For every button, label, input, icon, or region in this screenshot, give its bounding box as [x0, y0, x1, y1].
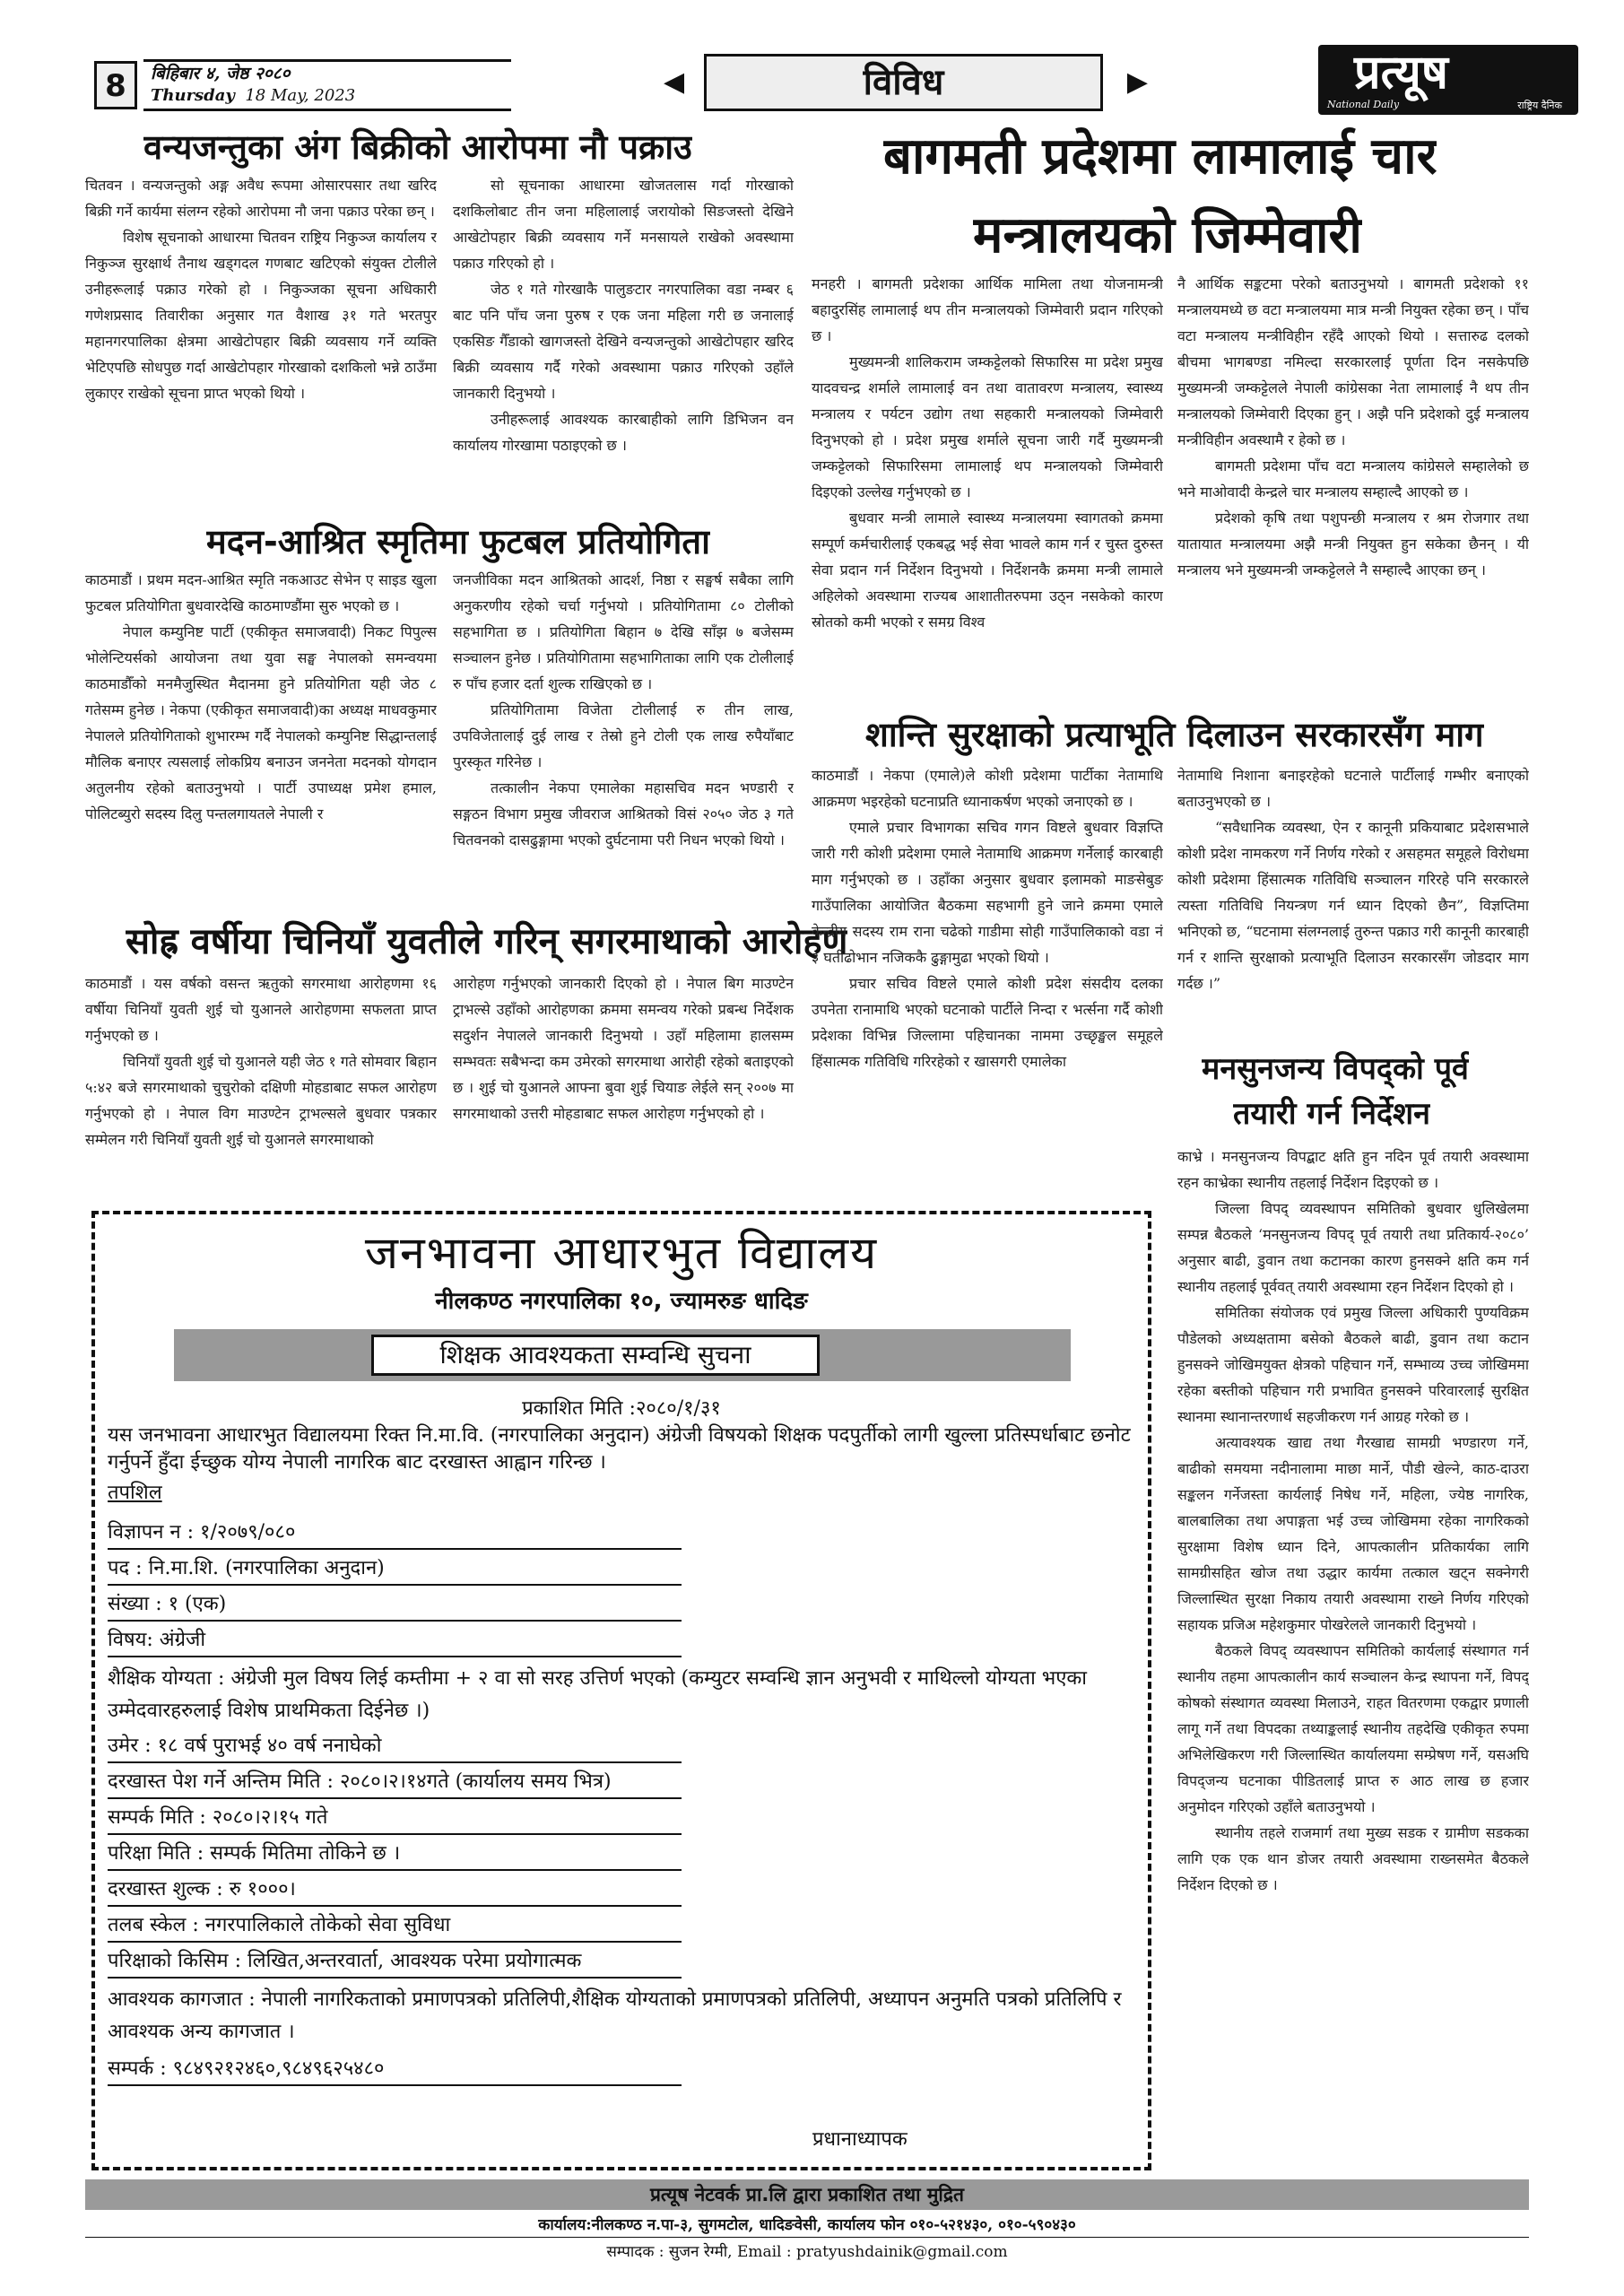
notice-row: सम्पर्क मिति : २०८०।२।१५ गते — [108, 1805, 682, 1835]
notice-details-heading: तपशिल — [108, 1482, 162, 1504]
date-nepali: बिहिबार ४, जेष्ठ २०८० — [151, 64, 291, 83]
notice-signature: प्रधानाध्यापक — [812, 2128, 908, 2151]
notice-row: आवश्यक कागजात : नेपाली नागरिकताको प्रमाणपत्रको प्रतिलिपी,शैक्षिक योग्यताको प्रमाणपत्रको प्रतिलिपी, अध्यापन अनुमति पत्रको प्रतिलिपि र आवश्यक अन्य कागजात । — [108, 1988, 1122, 2043]
newspaper-logo — [1318, 45, 1578, 115]
story2-col2: जनजीविका मदन आश्रितको आदर्श, निष्ठा र सङ्घर्ष सबैका लागि अनुकरणीय रहेको चर्चा गर्नुभयो । प्रतियोगितामा ८० टोलीको सहभागिता छ । प्रतियोगिता बिहान ७ देखि साँझ ७ बजेसम्म सञ्चालन हुनेछ । प्रतियोगितामा सहभागिताका लागि एक टोलीलाई रु पाँच हजार दर्ता शुल्क राखिएको छ । प्रतियोगितामा विजेता टोलीलाई रु तीन लाख, उपविजेतालाई दुई लाख र तेस्रो हुने टोली एक लाख रुपैयाँबाट पुरस्कृत गरिनेछ । तत्कालीन नेकपा एमालेका महासचिव मदन भण्डारी र सङ्गठन विभाग प्रमुख जीवराज आश्रितको विसं २०५० जेठ ३ गते चितवनको दासढुङ्गामा भएको दुर्घटनामा परी निधन भएको थियो । — [453, 571, 794, 848]
notice-row: परिक्षाको किसिम : लिखित,अन्तरवार्ता, आवश्यक परेमा प्रयोगात्मक — [108, 1948, 682, 1979]
notice-address: नीलकण्ठ नगरपालिका १०, ज्यामरुङ धादिङ — [435, 1288, 808, 1315]
date-english: 18 May, 2023 — [245, 86, 356, 105]
notice-row: विषय: अंग्रेजी — [108, 1627, 682, 1657]
arrow-left-icon: ◀ — [664, 66, 685, 98]
notice-subtitle-bar — [174, 1329, 1071, 1381]
notice-subtitle: शिक्षक आवश्यकता सम्वन्धि सुचना — [371, 1335, 820, 1376]
story5-col2: नेतामाथि निशाना बनाइरहेको घटनाले पार्टीलाई गम्भीर बनाएको बताउनुभएको छ । “सवैधानिक व्यवस्था, ऐन र कानूनी प्रकियाबाट प्रदेशसभाले कोशी प्रदेश नामकरण गर्ने निर्णय गरेको र असहमत समूहले विरोधमा कोशी प्रदेशमा हिंसात्मक गतिविधि सञ्चालन गरिरहे पनि सरकारले त्यस्ता गतिविधि नियन्त्रण गर्न ध्यान दिएको छैन”, विज्ञप्तिमा भनिएको छ, “घटनामा संलग्नलाई तुरुन्त पक्राउ गरी कानूनी कारबाही गर्न र शान्ति सुरक्षाको प्रत्याभूति दिलाउन सरकारसँग जोडदार माग गर्दछ ।” — [1177, 767, 1529, 992]
story5-col1: काठमाडौं । नेकपा (एमाले)ले कोशी प्रदेशमा पार्टीका नेतामाथि आक्रमण भइरहेको घटनाप्रति ध्यानाकर्षण भएको जनाएको छ । एमाले प्रचार विभागका सचिव गगन विष्टले बुधवार विज्ञप्ति जारी गरी कोशी प्रदेशमा एमाले नेतामाथि आक्रमण गर्नेलाई कारबाही माग गर्नुभएको छ । उहाँका अनुसार बुधवार इलामको माङसेबुङ गाउँपालिका आयोजित बैठकमा सहभागी हुने जाने क्रममा एमाले केन्द्रीय सदस्य राम राना चढेको गाडीमा सोही गाउँपालिकाको वडा नं ३ घर्तीढोभान नजिककै ढुङ्गामुढा भएको थियो । प्रचार सचिव विष्टले एमाले कोशी प्रदेश संसदीय दलका उपनेता रानामाथि भएको घटनाको पार्टीले निन्दा र भर्त्सना गर्दै कोशी प्रदेशका विभिन्न जिल्लामा पहिचानका नाममा उच्छृङ्खल समूहले हिंसात्मक गतिविधि गरिरहेको र खासगरी एमालेका — [812, 767, 1163, 1070]
notice-published-date: प्रकाशित मिति :२०८०/१/३१ — [522, 1397, 721, 1420]
arrow-right-icon: ▶ — [1126, 66, 1148, 98]
story4-col1: मनहरी । बागमती प्रदेशका आर्थिक मामिला तथा योजनामन्त्री बहादुरसिंह लामालाई थप तीन मन्त्रालयको जिम्मेवारी प्रदान गरिएको छ । मुख्यमन्त्री शालिकराम जम्कट्टेलको सिफारिस मा प्रदेश प्रमुख यादवचन्द्र शर्माले लामालाई वन तथा वातावरण मन्त्रालय, स्वास्थ्य मन्त्रालय र पर्यटन उद्योग तथा सहकारी मन्त्रालयको जिम्मेवारी दिनुभएको हो । प्रदेश प्रमुख शर्माले सूचना जारी गर्दै मुख्यमन्त्री जम्कट्टेलको सिफारिसमा लामालाई थप मन्त्रालयको जिम्मेवारी दिइएको उल्लेख गर्नुभएको छ । बुधवार मन्त्री लामाले स्वास्थ्य मन्त्रालयमा स्वागतको क्रममा सम्पूर्ण कर्मचारीलाई एकबद्ध भई सेवा भावले काम गर्न र चुस्त दुरुस्त सेवा प्रदान गर्न निर्देशन दिनुभयो । निर्देशनकै क्रममा मन्त्री लामाले अहिलेको अवस्थामा राज्यब आशातीतरुपमा उठ्न नसकेको कारण स्रोतको कमी भएको र समग्र विश्व — [812, 275, 1163, 631]
date-day: Thursday — [151, 86, 235, 105]
story6-body: काभ्रे । मनसुनजन्य विपद्बाट क्षति हुन नदिन पूर्व तयारी अवस्थामा रहन काभ्रेका स्थानीय तहलाई निर्देशन दिइएको छ । जिल्ला विपद् व्यवस्थापन समितिको बुधवार धुलिखेलमा सम्पन्न बैठकले ‘मनसुनजन्य विपद् पूर्व तयारी तथा प्रतिकार्य-२०८०’ अनुसार बाढी, डुवान तथा कटानका कारण हुनसक्ने क्षति कम गर्न स्थानीय तहलाई पूर्ववत् तयारी अवस्थामा रहन निर्देशन दिएको हो । समितिका संयोजक एवं प्रमुख जिल्ला अधिकारी पुण्यविक्रम पौडेलको अध्यक्षतामा बसेको बैठकले बाढी, डुवान तथा कटान हुनसक्ने जोखिमयुक्त क्षेत्रको पहिचान गर्ने, सम्भाव्य उच्च जोखिममा रहेका बस्तीको पहिचान गरी प्रभावित हुनसक्ने परिवारलाई सुरक्षित स्थानमा स्थानान्तरणार्थ सहजीकरण गर्न आग्रह गरेको छ । अत्यावश्यक खाद्य तथा गैरखाद्य सामग्री भण्डारण गर्ने, बाढीको समयमा नदीनालामा माछा मार्ने, पौडी खेल्ने, काठ-दाउरा सङ्कलन गर्नेजस्ता कार्यलाई निषेध गर्ने, महिला, ज्येष्ठ नागरिक, बालबालिका तथा अपाङ्गता भई उच्च जोखिममा रहेका नागरिकको सुरक्षामा विशेष ध्यान दिने, आपत्कालीन प्रतिकार्यका लागि सामग्रीसहित खोज तथा उद्धार कार्यमा तत्काल खट्न सक्नेगरी जिल्लास्थित सुरक्षा निकाय तयारी अवस्थामा राख्ने निर्णय गरिएको सहायक प्रजिअ महेशकुमार पोखरेलले जानकारी दिनुभयो । बैठकले विपद् व्यवस्थापन समितिको कार्यलाई संस्थागत गर्न स्थानीय तहमा आपत्कालीन कार्य सञ्चालन केन्द्र स्थापना गर्ने, विपद् कोषको संस्थागत व्यवस्था मिलाउने, राहत वितरणमा एकद्वार प्रणाली लागू गर्ने तथा विपदका तथ्याङ्कलाई स्थानीय तहदेखि एकीकृत रुपमा अभिलेखिकरण गरी जिल्लास्थित कार्यालयमा सम्प्रेषण गर्ने, यसअघि विपद्जन्य घटनाका पीडितलाई प्राप्त रु आठ लाख छ हजार अनुमोदन गरिएको उहाँले बताउनुभयो । स्थानीय तहले राजमार्ग तथा मुख्य सडक र ग्रामीण सडकका लागि एक एक थान डोजर तयारी अवस्थामा राख्नसमेत बैठकले निर्देशन दिएको छ । — [1177, 1148, 1529, 1893]
story2-col1: काठमाडौं । प्रथम मदन-आश्रित स्मृति नकआउट सेभेन ए साइड खुला फुटबल प्रतियोगिता बुधवारदेखि काठमाण्डौंमा सुरु भएको छ । नेपाल कम्युनिष्ट पार्टी (एकीकृत समाजवादी) निकट पिपुल्स भोलेन्टियर्सको आयोजना तथा युवा सङ्घ नेपालको समन्वयमा काठमाडौँको मनमैजुस्थित मैदानमा हुने प्रतियोगिता यही जेठ ८ गतेसम्म हुनेछ । नेकपा (एकीकृत समाजवादी)का अध्यक्ष माधवकुमार नेपालले प्रतियोगिताको शुभारम्भ गर्दै नेपालको कम्युनिष्ट सिद्धान्तलाई मौलिक बनाएर त्यसलाई लोकप्रिय बनाउन जननेता मदनको योगदान अतुलनीय रहेको बताउनुभयो । पार्टी उपाध्यक्ष प्रमेश हमाल, पोलिटब्युरो सदस्य दिलु पन्तलगायतले नेपाली र — [85, 571, 437, 822]
page-footer — [85, 2179, 1529, 2269]
notice-title: जनभावना आधारभुत विद्यालय — [364, 1227, 879, 1279]
story2-headline: मदन-आश्रित स्मृतिमा फुटबल प्रतियोगिता — [206, 522, 710, 561]
page-number: 8 — [94, 61, 137, 109]
story1-col1: चितवन । वन्यजन्तुको अङ्ग अवैध रूपमा ओसारपसार तथा खरिद बिक्री गर्ने कार्यमा संलग्न रहेको आरोपमा नौ जना पक्राउ परेका छन् । विशेष सूचनाको आधारमा चितवन राष्ट्रिय निकुञ्ज कार्यालय र निकुञ्ज सुरक्षार्थ तैनाथ खड्गदल गणबाट खटिएको संयुक्त टोलीले उनीहरूलाई पक्राउ गरेको हो । निकुञ्जका सूचना अधिकारी गणेशप्रसाद तिवारीका अनुसार गत वैशाख ३१ गते भरतपुर महानगरपालिका क्षेत्रमा आखेटोपहार बिक्री व्यवसाय गर्ने व्यक्ति भेटिएपछि सोधपुछ गर्दा आखेटोपहार गोरखाको दशकिलो भन्ने ठाउँमा लुकाएर राखेको सूचना प्राप्त भएको थियो । — [85, 177, 437, 402]
notice-row: दरखास्त शुल्क : रु १०००। — [108, 1876, 682, 1907]
section-label — [664, 54, 1148, 111]
story6-headline-line1: मनसुनजन्य विपद्को पूर्व — [1202, 1051, 1469, 1087]
story4-col2: नै आर्थिक सङ्कटमा परेको बताउनुभयो । बागमती प्रदेशको ११ मन्त्रालयमध्ये छ वटा मन्त्रालयमा मात्र मन्त्री नियुक्त रहेका छन् । पाँच वटा मन्त्रालय मन्त्रीविहीन रहँदै आएको थियो । सत्तारुढ दलको बीचमा भागबण्डा नमिल्दा सरकारलाई पूर्णता दिन नसकेपछि मुख्यमन्त्री जम्कट्टेलले नेपाली कांग्रेसका नेता लामालाई नै थप तीन मन्त्रालयको जिम्मेवारी दिएका हुन् । अझै पनि प्रदेशको दुई मन्त्रालय मन्त्रीविहीन अवस्थामै र हेको छ । बागमती प्रदेशमा पाँच वटा मन्त्रालय कांग्रेसले सम्हालेको छ भने माओवादी केन्द्रले चार मन्त्रालय सम्हाल्दै आएको छ । प्रदेशको कृषि तथा पशुपन्छी मन्त्रालय र श्रम रोजगार तथा यातायात मन्त्रालयमा अझै मन्त्री नियुक्त हुन सकेका छैनन् । यी मन्त्रालय भने मुख्यमन्त्री जम्कट्टेलले नै सम्हाल्दै आएका छन् । — [1177, 275, 1529, 578]
page-header — [85, 45, 1569, 109]
footer-editor: सम्पादक : सुजन रेग्मी, Email : pratyushdainik@gmail.com — [606, 2243, 1008, 2261]
notice-row: दरखास्त पेश गर्ने अन्तिम मिति : २०८०।२।१४गते (कार्यालय समय भित्र) — [108, 1769, 682, 1799]
notice-row: उमेर : १८ वर्ष पुराभई ४० वर्ष ननाघेको — [108, 1733, 682, 1763]
story5-headline: शान्ति सुरक्षाको प्रत्याभूति दिलाउन सरकारसँग माग — [865, 715, 1484, 754]
notice-row: पद : नि.मा.शि. (नगरपालिका अनुदान) — [108, 1555, 682, 1586]
story4-headline-line1: बागमती प्रदेशमा लामालाई चार — [883, 127, 1437, 186]
issue-date — [143, 59, 511, 111]
notice-row: विज्ञापन न : १/२०७९/०८० — [108, 1519, 682, 1550]
notice-row: सम्पर्क : ९८४९२१२४६०,९८४९६२५४८० — [108, 2056, 682, 2086]
school-notice — [91, 1211, 1151, 2170]
story3-headline: सोह्र वर्षीया चिनियाँ युवतीले गरिन् सगरमाथाको आरोहण — [126, 921, 848, 962]
footer-office: कार्यालय:नीलकण्ठ न.पा-३, सुगमटोल, धादिङवेसी, कार्यालय फोन ०१०-५२१४३०, ०१०-५९०४३० — [538, 2216, 1076, 2234]
story4-headline-line2: मन्त्रालयको जिम्मेवारी — [973, 206, 1362, 265]
footer-rule — [85, 2237, 1529, 2238]
logo-tag-np: राष्ट्रिय दैनिक — [1517, 100, 1562, 111]
story3-col1: काठमाडौं । यस वर्षको वसन्त ऋतुको सगरमाथा आरोहणमा १६ वर्षीया चिनियाँ युवती शुई चो युआनले आरोहणमा सफलता प्राप्त गर्नुभएको छ । चिनियाँ युवती शुई चो युआनले यही जेठ १ गते सोमवार बिहान ५:४२ बजे सगरमाथाको चुचुरोको दक्षिणी मोहडाबाट सफल आरोहण गर्नुभएको हो । नेपाल विग माउण्टेन ट्राभल्सले बुधवार पत्रकार सम्मेलन गरी चिनियाँ युवती शुई चो युआनले सगरमाथाको — [85, 975, 437, 1148]
story3-col2: आरोहण गर्नुभएको जानकारी दिएको हो । नेपाल बिग माउण्टेन ट्राभल्से उहाँको आरोहणका क्रममा समन्वय गरेको प्रबन्ध निर्देशक सदुर्शन नेपालले जानकारी दिनुभयो । उहाँ महिलामा हालसम्म सम्भवतः सबैभन्दा कम उमेरको सगरमाथा आरोही रहेको बताइएको छ । शुई चो युआनले आफ्ना बुवा शुई चियाङ लेईले सन् २००७ मा सगरमाथाको उत्तरी मोहडाबाट सफल आरोहण गर्नुभएको हो । — [453, 975, 794, 1122]
story6-headline-line2: तयारी गर्न निर्देशन — [1233, 1096, 1431, 1132]
notice-intro: यस जनभावना आधारभुत विद्यालयमा रिक्त नि.मा.वि. (नगरपालिका अनुदान) अंग्रेजी विषयको शिक्षक पदपुर्तीको लागी खुल्ला प्रतिस्पर्धाबाट छनोट गर्नुपर्ने हुँदा ईच्छुक योग्य नेपाली नागरिक बाट दरखास्त आह्वान गरिन्छ । — [108, 1424, 1131, 1474]
notice-row: तलब स्केल : नगरपालिकाले तोकेको सेवा सुविधा — [108, 1912, 682, 1943]
section-title: विविध — [704, 54, 1103, 111]
footer-publisher: प्रत्यूष नेटवर्क प्रा.लि द्वारा प्रकाशित तथा मुद्रित — [85, 2179, 1529, 2210]
notice-row: शैक्षिक योग्यता : अंग्रेजी मुल विषय लिई कम्तीमा + २ वा सो सरह उत्तिर्ण भएको (कम्युटर सम्वन्धि ज्ञान अनुभवी र माथिल्लो योग्यता भएका उम्मेदवारहरुलाई विशेष प्राथमिकता दिईनेछ ।) — [108, 1667, 1087, 1722]
logo-tag-en: National Daily — [1327, 99, 1400, 110]
story1-headline: वन्यजन्तुका अंग बिक्रीको आरोपमा नौ पक्राउ — [143, 127, 692, 167]
logo-name: प्रत्यूष — [1354, 46, 1448, 100]
notice-row: परिक्षा मिति : सम्पर्क मितिमा तोकिने छ । — [108, 1840, 682, 1871]
story1-col2: सो सूचनाका आधारमा खोजतलास गर्दा गोरखाको दशकिलोबाट तीन जना महिलालाई जरायोको सिङजस्तो देखिने आखेटोपहार बिक्री व्यवसाय गर्ने मनसायले राखेको अवस्थामा पक्राउ गरिएको हो । जेठ १ गते गोरखाकै पालुङटार नगरपालिका वडा नम्बर ६ बाट पनि पाँच जना पुरुष र एक जना महिला गरी छ जनालाई एकसिङ गैँडाको खागजस्तो देखिने वन्यजन्तुको आखेटोपहार खरिद बिक्री व्यवसाय गर्दै गरेको अवस्थामा पक्राउ गरिएको उहाँले जानकारी दिनुभयो । उनीहरूलाई आवश्यक कारबाहीको लागि डिभिजन वन कार्यालय गोरखामा पठाइएको छ । — [453, 177, 794, 454]
notice-row: संख्या : १ (एक) — [108, 1591, 682, 1622]
